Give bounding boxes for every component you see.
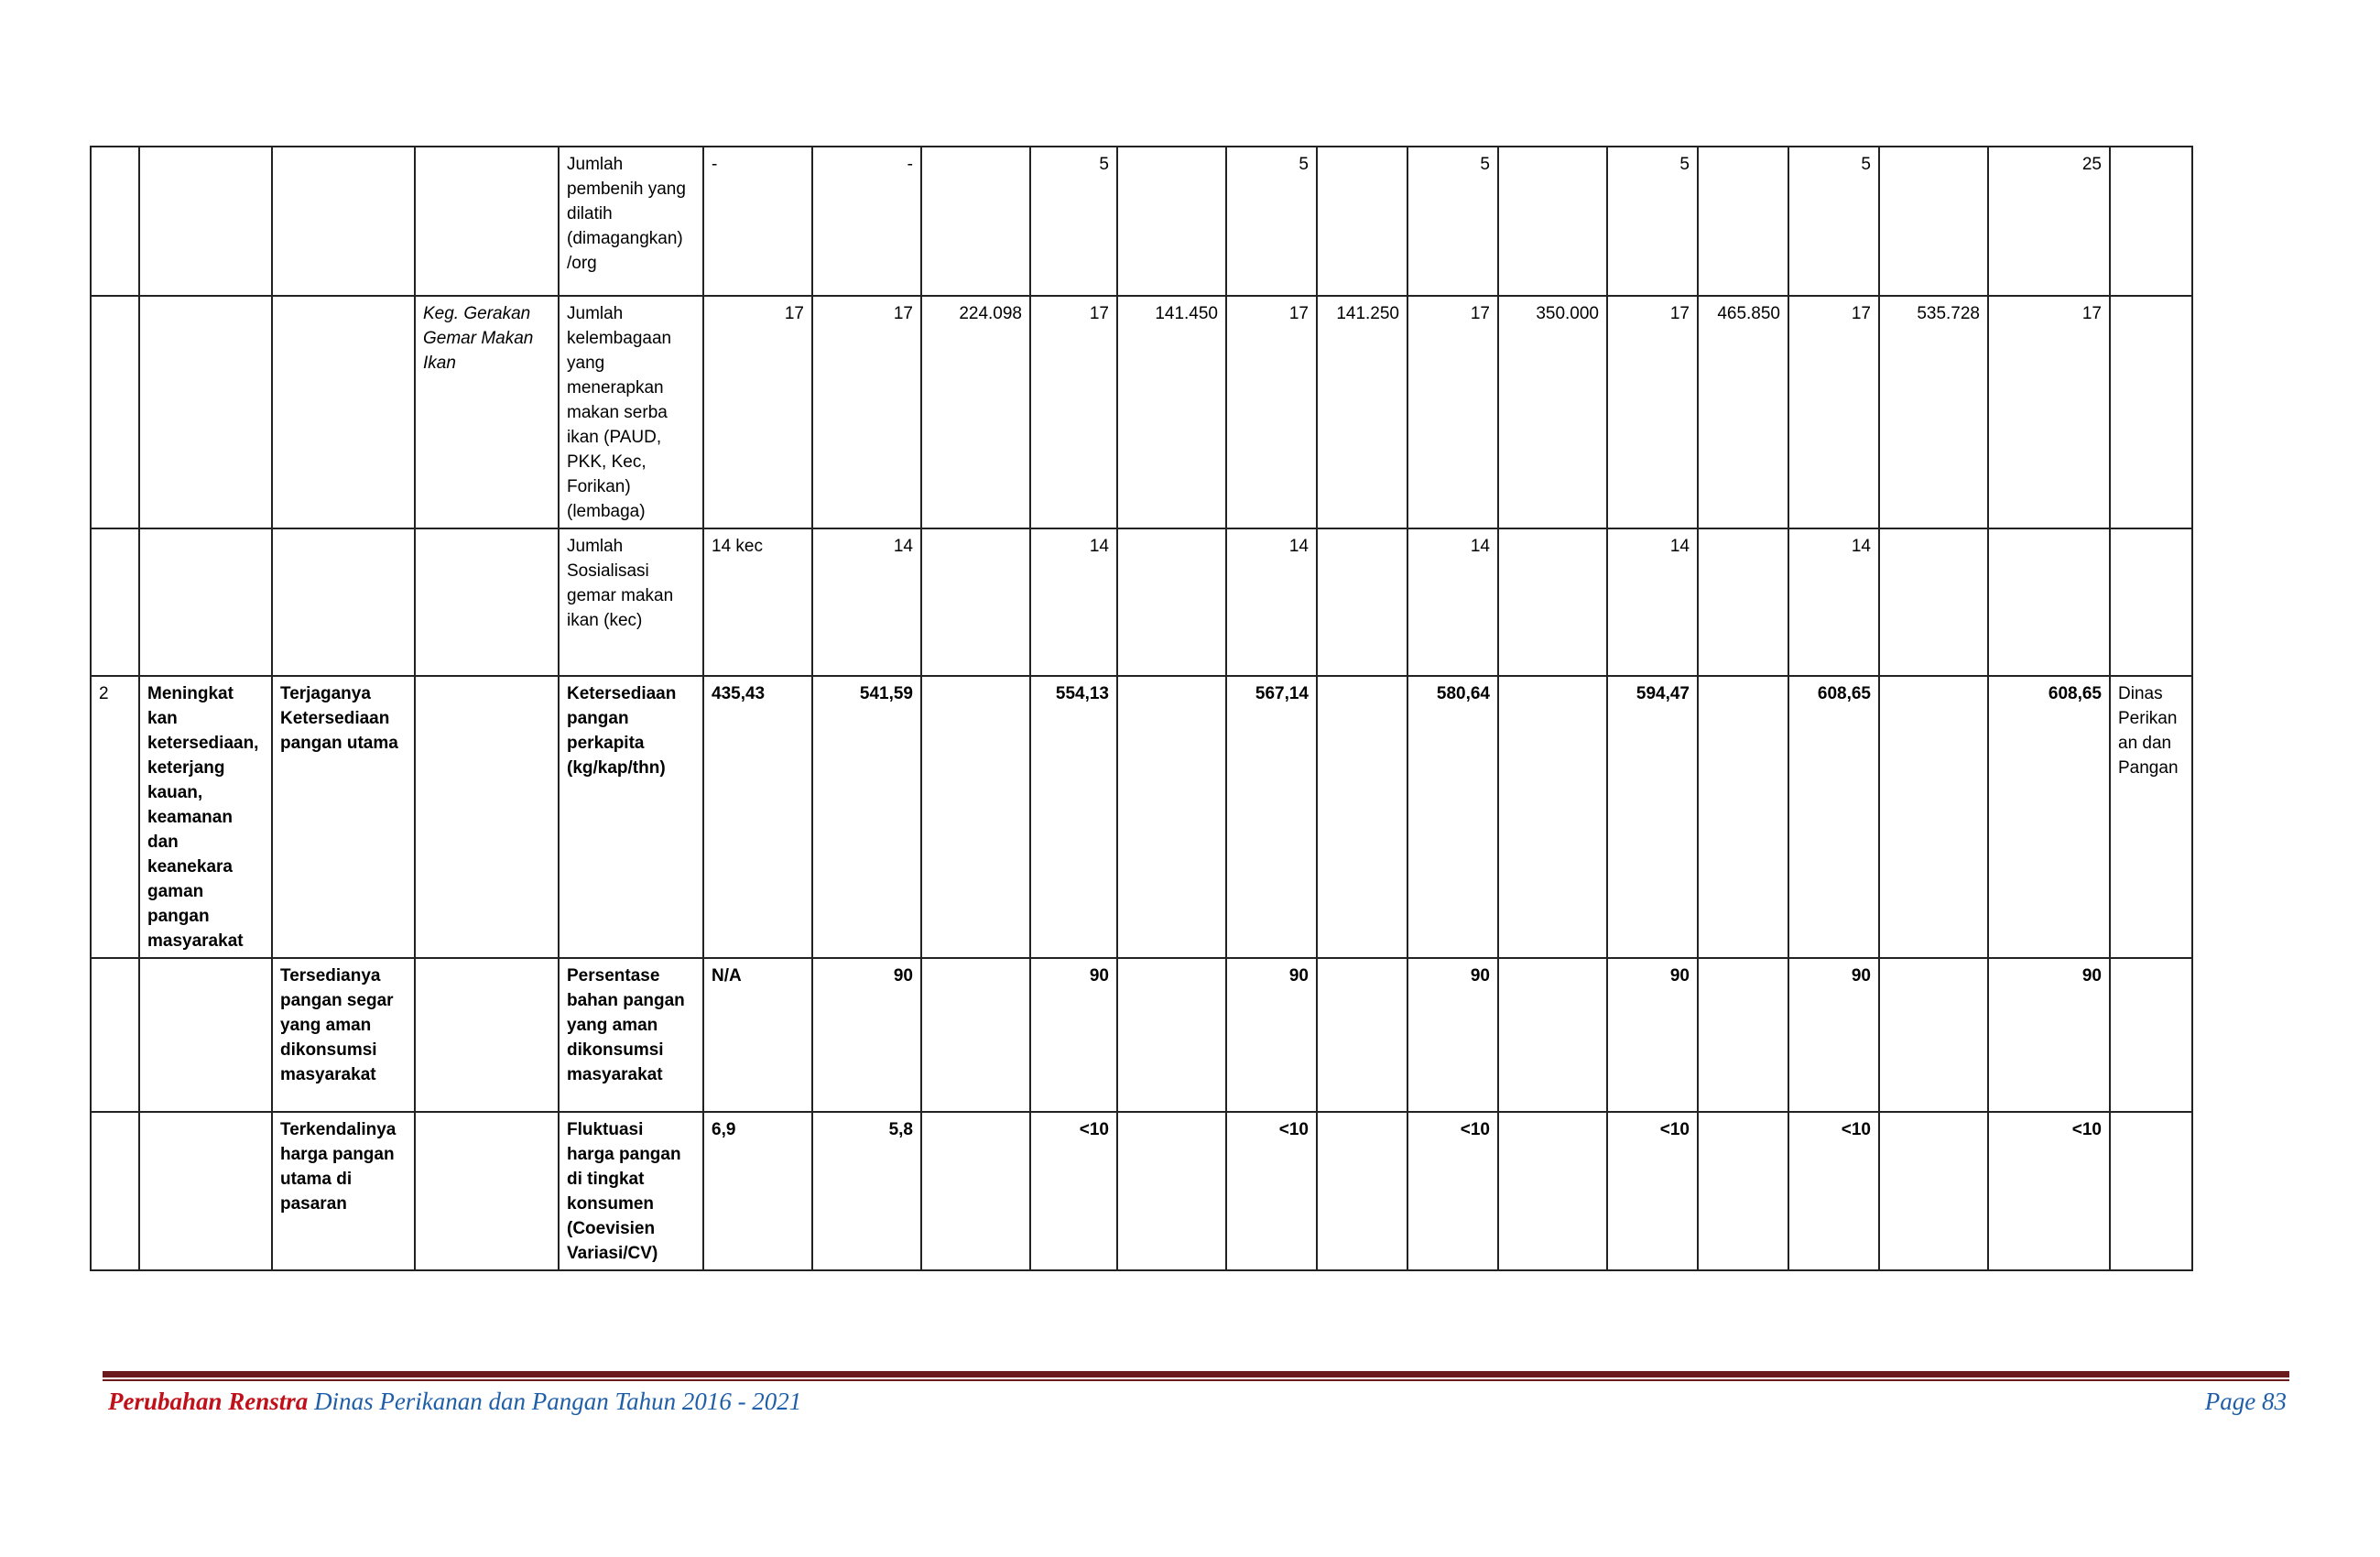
- cell-value: 5,8: [812, 1112, 921, 1270]
- cell-value: 14: [1226, 528, 1317, 676]
- cell-value: <10: [1407, 1112, 1498, 1270]
- cell-unit: [2110, 1112, 2192, 1270]
- cell-value: [1988, 528, 2110, 676]
- footer-subtitle: Dinas Perikanan dan Pangan Tahun 2016 - 2021: [308, 1388, 802, 1415]
- cell-value: 25: [1988, 147, 2110, 296]
- cell-value: 17: [1988, 296, 2110, 528]
- cell-indikator-sasaran: [272, 296, 415, 528]
- cell-value: 17: [1407, 296, 1498, 528]
- cell-value: <10: [1226, 1112, 1317, 1270]
- cell-value: [1317, 958, 1407, 1112]
- cell-value: 14: [1407, 528, 1498, 676]
- cell-value: 14 kec: [703, 528, 812, 676]
- cell-value: [1117, 676, 1226, 958]
- footer-rule: [103, 1371, 2289, 1377]
- cell-value: 17: [1226, 296, 1317, 528]
- cell-value: [1698, 528, 1788, 676]
- cell-indikator-sasaran: [272, 147, 415, 296]
- cell-value: [1698, 676, 1788, 958]
- cell-value: [1317, 676, 1407, 958]
- footer-title: [108, 1388, 801, 1416]
- cell-value: 5: [1030, 147, 1117, 296]
- cell-value: [1498, 676, 1607, 958]
- cell-no: [91, 147, 139, 296]
- cell-value: [1879, 147, 1988, 296]
- cell-value: [1698, 1112, 1788, 1270]
- cell-indikator: Persentase bahan pangan yang aman dikonsumsi masyarakat: [559, 958, 703, 1112]
- cell-value: 17: [1788, 296, 1879, 528]
- cell-value: 17: [703, 296, 812, 528]
- cell-value: <10: [1788, 1112, 1879, 1270]
- cell-program: [415, 1112, 559, 1270]
- cell-value: N/A: [703, 958, 812, 1112]
- cell-value: 141.450: [1117, 296, 1226, 528]
- cell-sasaran: [139, 958, 272, 1112]
- cell-no: [91, 958, 139, 1112]
- cell-value: 594,47: [1607, 676, 1698, 958]
- cell-value: 541,59: [812, 676, 921, 958]
- cell-unit: [2110, 147, 2192, 296]
- cell-program: [415, 958, 559, 1112]
- cell-sasaran: [139, 1112, 272, 1270]
- cell-program: [415, 147, 559, 296]
- cell-value: 17: [812, 296, 921, 528]
- cell-indikator: Jumlah Sosialisasi gemar makan ikan (kec): [559, 528, 703, 676]
- cell-value: 17: [1607, 296, 1698, 528]
- cell-sasaran: [139, 528, 272, 676]
- footer-rule-thin: [103, 1379, 2289, 1381]
- cell-value: [921, 676, 1030, 958]
- cell-indikator: Fluktuasi harga pangan di tingkat konsumen (Coevisien Variasi/CV): [559, 1112, 703, 1270]
- cell-value: [1117, 1112, 1226, 1270]
- cell-value: 90: [1988, 958, 2110, 1112]
- cell-value: [1879, 958, 1988, 1112]
- cell-value: [1317, 1112, 1407, 1270]
- cell-value: 6,9: [703, 1112, 812, 1270]
- cell-value: 14: [1788, 528, 1879, 676]
- cell-value: 465.850: [1698, 296, 1788, 528]
- cell-program: [415, 528, 559, 676]
- cell-sasaran: [139, 147, 272, 296]
- cell-value: 5: [1226, 147, 1317, 296]
- cell-value: [1698, 147, 1788, 296]
- cell-value: -: [703, 147, 812, 296]
- cell-indikator: Jumlah kelembagaan yang menerapkan makan serba ikan (PAUD, PKK, Kec, Forikan) (lembaga): [559, 296, 703, 528]
- cell-value: [1317, 528, 1407, 676]
- cell-value: 90: [1407, 958, 1498, 1112]
- cell-value: 90: [1788, 958, 1879, 1112]
- footer-brand: Perubahan Renstra: [108, 1388, 309, 1415]
- cell-value: [1879, 528, 1988, 676]
- cell-value: -: [812, 147, 921, 296]
- cell-value: <10: [1607, 1112, 1698, 1270]
- cell-value: [921, 147, 1030, 296]
- page-number: Page 83: [2204, 1388, 2287, 1415]
- table-row: [91, 528, 2192, 676]
- cell-value: [1698, 958, 1788, 1112]
- cell-indikator-sasaran: Tersedianya pangan segar yang aman dikonsumsi masyarakat: [272, 958, 415, 1112]
- cell-indikator-sasaran: [272, 528, 415, 676]
- cell-value: 608,65: [1788, 676, 1879, 958]
- cell-no: [91, 1112, 139, 1270]
- cell-no: 2: [91, 676, 139, 958]
- table-row: [91, 147, 2192, 296]
- cell-unit: [2110, 296, 2192, 528]
- cell-value: <10: [1988, 1112, 2110, 1270]
- cell-value: [1879, 676, 1988, 958]
- cell-value: 580,64: [1407, 676, 1498, 958]
- cell-value: [1498, 528, 1607, 676]
- cell-value: 17: [1030, 296, 1117, 528]
- cell-value: 224.098: [921, 296, 1030, 528]
- cell-sasaran: [139, 296, 272, 528]
- cell-unit: [2110, 528, 2192, 676]
- cell-value: [1498, 147, 1607, 296]
- cell-value: [921, 1112, 1030, 1270]
- cell-value: 90: [1226, 958, 1317, 1112]
- cell-indikator-sasaran: Terjaganya Ketersediaan pangan utama: [272, 676, 415, 958]
- cell-no: [91, 528, 139, 676]
- table-row: [91, 1112, 2192, 1270]
- table-row: [91, 676, 2192, 958]
- cell-indikator: Jumlah pembenih yang dilatih (dimagangkan) /org: [559, 147, 703, 296]
- cell-value: [1117, 958, 1226, 1112]
- cell-value: [1117, 147, 1226, 296]
- cell-value: [1498, 958, 1607, 1112]
- cell-value: 14: [812, 528, 921, 676]
- cell-value: 14: [1607, 528, 1698, 676]
- cell-value: 5: [1788, 147, 1879, 296]
- cell-no: [91, 296, 139, 528]
- table-row: [91, 958, 2192, 1112]
- cell-indikator: Ketersediaan pangan perkapita (kg/kap/thn): [559, 676, 703, 958]
- cell-sasaran: Meningkat kan ketersediaan, keterjang kauan, keamanan dan keanekara gaman pangan masyarakat: [139, 676, 272, 958]
- renstra-table: [90, 146, 2193, 1271]
- cell-value: 141.250: [1317, 296, 1407, 528]
- cell-value: 90: [1030, 958, 1117, 1112]
- cell-value: [1117, 528, 1226, 676]
- cell-value: 608,65: [1988, 676, 2110, 958]
- cell-program: [415, 676, 559, 958]
- cell-value: [1317, 147, 1407, 296]
- table-row: [91, 296, 2192, 528]
- cell-value: [1498, 1112, 1607, 1270]
- cell-value: 350.000: [1498, 296, 1607, 528]
- cell-value: [921, 958, 1030, 1112]
- cell-program: Keg. Gerakan Gemar Makan Ikan: [415, 296, 559, 528]
- cell-value: <10: [1030, 1112, 1117, 1270]
- cell-indikator-sasaran: Terkendalinya harga pangan utama di pasaran: [272, 1112, 415, 1270]
- cell-responsible-unit: Dinas Perikanan dan Pangan: [2110, 676, 2192, 958]
- cell-value: 5: [1407, 147, 1498, 296]
- cell-value: [921, 528, 1030, 676]
- cell-value: 567,14: [1226, 676, 1317, 958]
- cell-value: 90: [1607, 958, 1698, 1112]
- cell-value: 435,43: [703, 676, 812, 958]
- cell-value: [1879, 1112, 1988, 1270]
- cell-value: 535.728: [1879, 296, 1988, 528]
- cell-value: 14: [1030, 528, 1117, 676]
- cell-value: 90: [812, 958, 921, 1112]
- cell-value: 5: [1607, 147, 1698, 296]
- cell-value: 554,13: [1030, 676, 1117, 958]
- cell-unit: [2110, 958, 2192, 1112]
